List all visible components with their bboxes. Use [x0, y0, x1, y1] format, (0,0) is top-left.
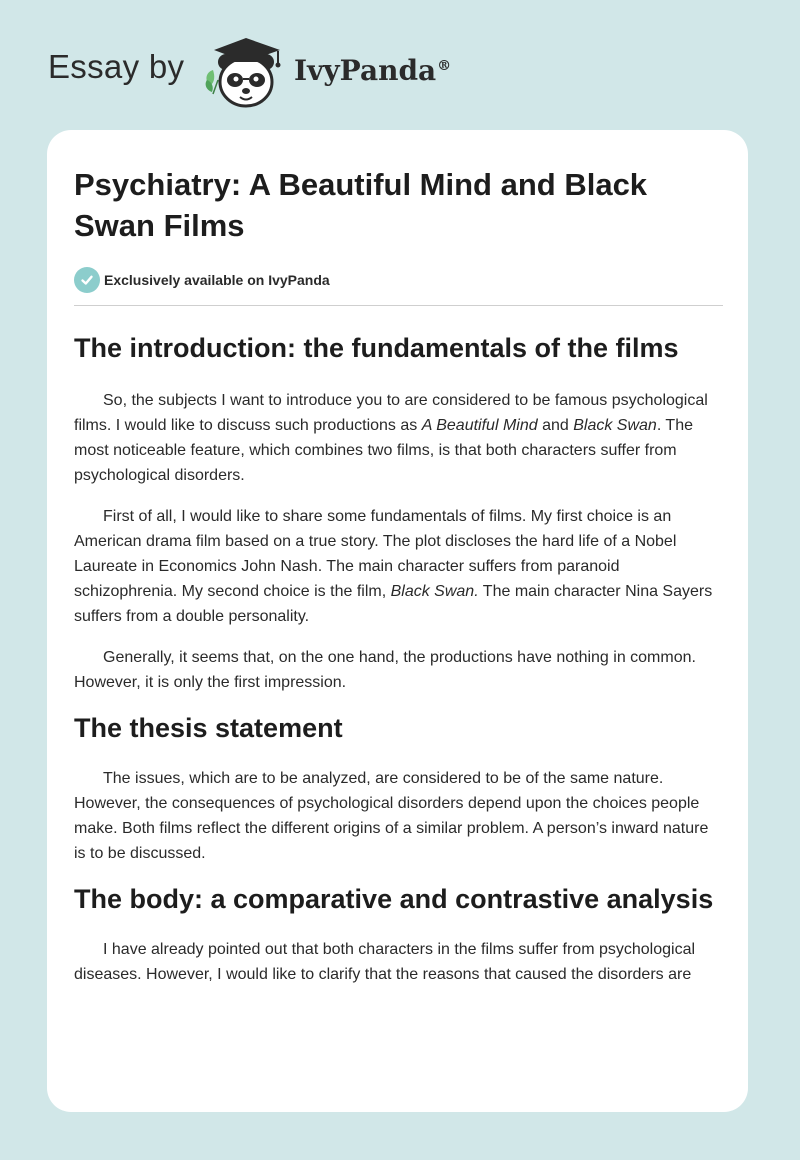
title-divider [74, 305, 723, 306]
exclusive-badge [74, 266, 722, 294]
text-run: The issues, which are to be analyzed, are considered to be of the same nature. However, the consequences of psychological disorders depend upon the choices people make. Both films reflect the different origins of a similar problem. A person’s inward nature is to be discussed. [74, 770, 709, 862]
text-run: I have already pointed out that both characters in the films suffer from psychological diseases. However, I would like to clarify that the reasons that caused the disorders are [74, 941, 696, 983]
text-run: . The most noticeable feature, which combines two films, is that both characters suffer from psychological disorders. [74, 417, 693, 484]
text-run: First of all, I would like to share some fundamentals of films. My first choice is an American drama film based on a true story. The plot discloses the hard life of a Nobel Laureate in Economics John Nash. The main character suffers from paranoid schizophrenia. My second choice is the film, [74, 508, 677, 600]
essay-title: Psychiatry: A Beautiful Mind and Black Swan Films [74, 167, 648, 243]
paragraph [74, 388, 722, 488]
section-heading-body: The body: a comparative and contrastive analysis [74, 884, 714, 914]
film-title: A Beautiful Mind [421, 417, 538, 434]
paragraph [74, 937, 722, 987]
text-run: and [537, 417, 574, 434]
ivypanda-wordmark[interactable] [294, 54, 451, 87]
site-header [0, 0, 800, 130]
text-run: So, the subjects I want to introduce you to are considered to be famous psychological films. I would like to discuss such productions as [74, 392, 708, 434]
text-run: Generally, it seems that, on the one hand, the productions have nothing in common. However, it is only the first impression. [74, 649, 696, 691]
essay-by-label: Essay by [48, 48, 185, 85]
paragraph [74, 504, 722, 629]
brand-name-text: IvyPanda [294, 54, 437, 87]
exclusive-badge-text: Exclusively available on IvyPanda [104, 272, 330, 288]
text-run: The main character Nina Sayers suffers from a double personality. [74, 583, 713, 625]
check-icon [74, 267, 100, 293]
section-heading-thesis: The thesis statement [74, 713, 343, 743]
section-heading-introduction: The introduction: the fundamentals of the films [74, 333, 679, 363]
film-title: Black Swan. [390, 583, 479, 600]
essay-card [47, 130, 748, 1112]
registered-mark: ® [437, 57, 452, 74]
panda-graduate-icon [200, 34, 292, 110]
paragraph [74, 766, 722, 866]
film-title: Black Swan [573, 417, 657, 434]
paragraph [74, 645, 722, 695]
